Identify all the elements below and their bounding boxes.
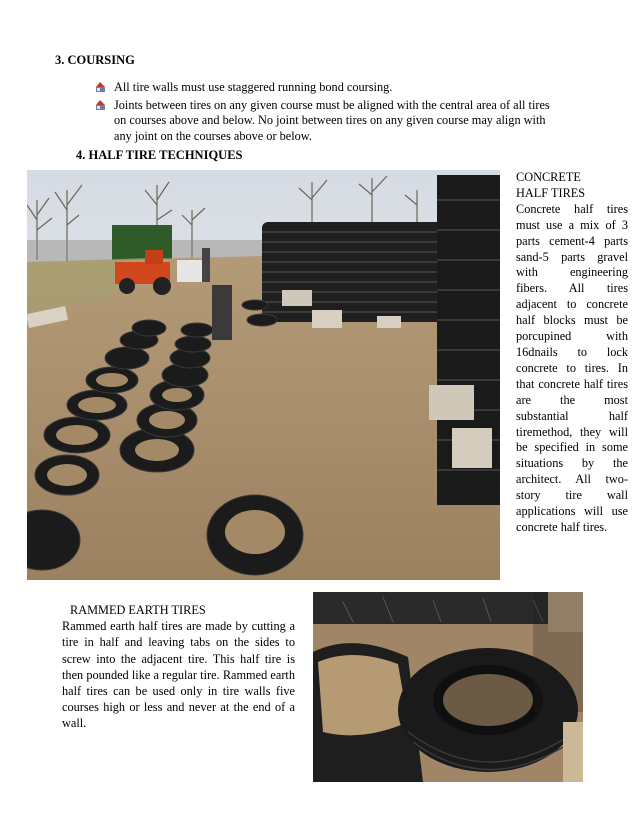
bullet-icon xyxy=(95,99,107,111)
bullet-icon xyxy=(95,81,107,93)
bullet-text: All tire walls must use staggered running bond coursing. xyxy=(114,80,393,94)
concrete-half-tires-text xyxy=(516,170,628,536)
concrete-body: Concrete half tires must use a mix of 3 parts cement-4 parts sand-5 parts gravel with engineering fibers. All tires adjacent to concrete half blocks must be porcupined with 16dnails to lock concrete to tires. In that concrete half tires are the most substantial half tiremethod, they will be specified in some situations by the architect. All two-story tire wall applications will use concrete half tires. xyxy=(516,201,628,534)
rammed-earth-tires-text xyxy=(62,602,295,732)
tire-wall-construction-photo xyxy=(27,170,500,580)
bullet-text: Joints between tires on any given course must be aligned with the central area of all tires on courses above and below. No joint between tires on any given course may align with any joint on the courses above or below. xyxy=(114,97,550,143)
concrete-title-line2: HALF TIRES xyxy=(516,185,586,200)
concrete-title-line1: CONCRETE xyxy=(516,170,581,184)
coursing-bullet-list xyxy=(95,80,565,146)
bullet-item xyxy=(95,80,565,96)
section-3-heading: 3. COURSING xyxy=(55,53,135,67)
rammed-body: Rammed earth half tires are made by cutting a tire in half and leaving tabs on the sides to screw into the adjacent tire. This half tire is then pounded like a regular tire. Rammed earth half tires can be used only in tire walls five courses high or less and never at the end of a wall. xyxy=(62,619,295,731)
bullet-item xyxy=(95,98,565,145)
section-4-heading: 4. HALF TIRE TECHNIQUES xyxy=(76,148,243,162)
half-tire-closeup-photo xyxy=(313,592,583,782)
rammed-title: RAMMED EARTH TIRES xyxy=(70,603,206,617)
